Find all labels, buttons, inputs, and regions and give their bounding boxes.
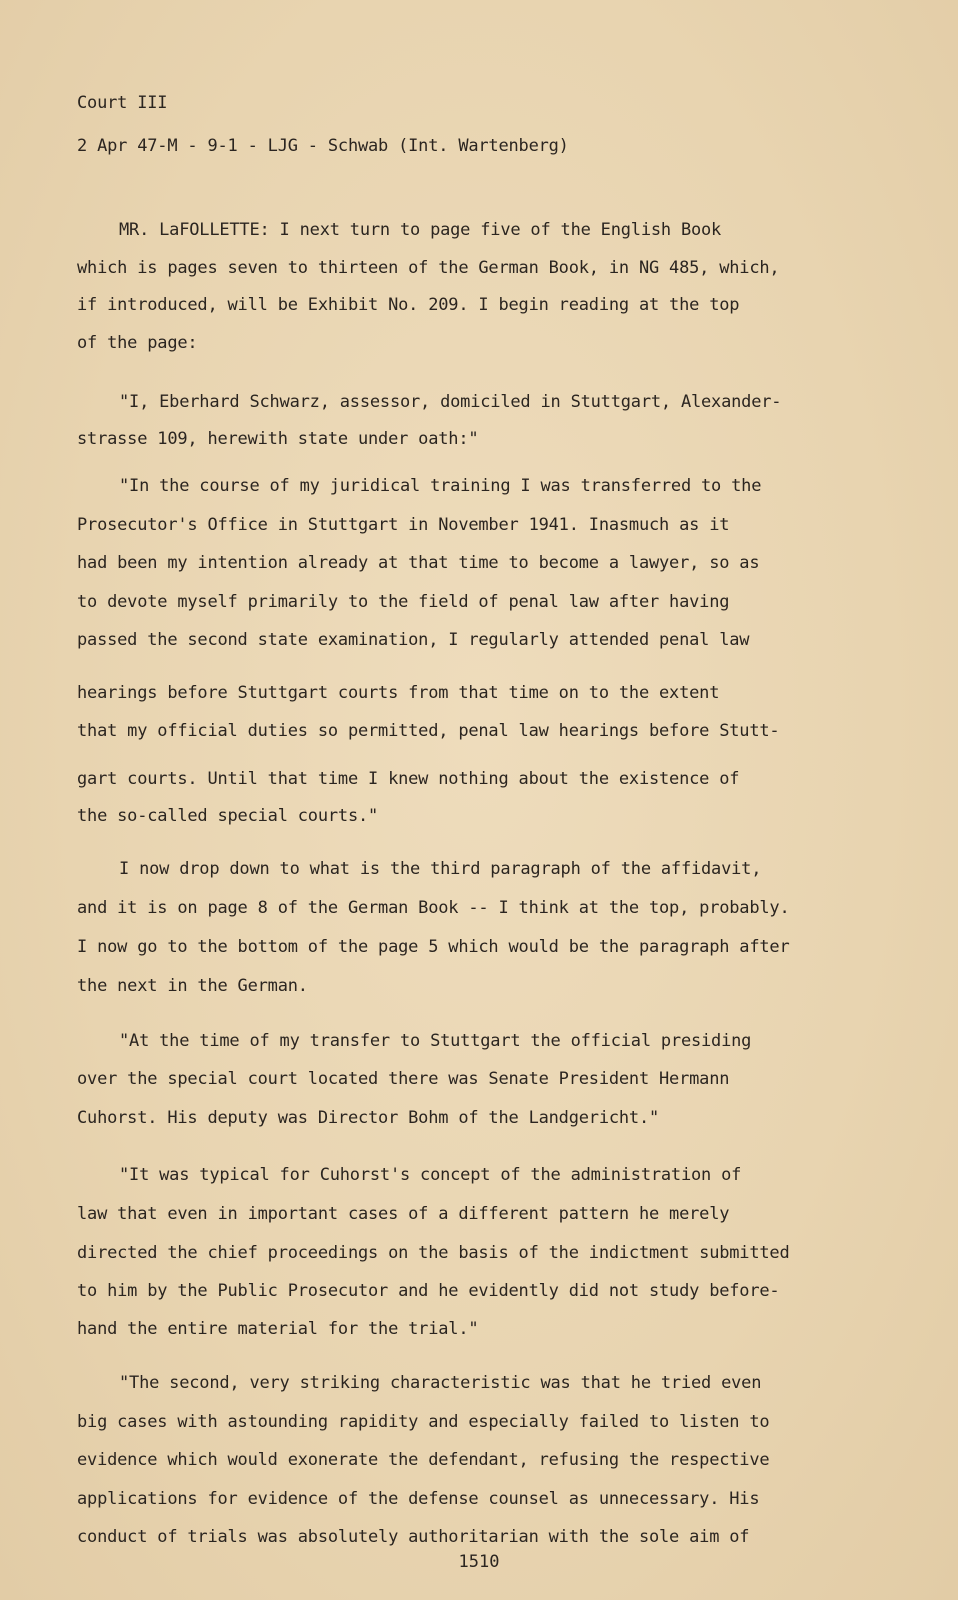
text-line: I now drop down to what is the third paragraph of the affidavit, (119, 859, 762, 879)
text-line: "In the course of my juridical training I was transferred to the (119, 476, 762, 496)
text-line: MR. LaFOLLETTE: I next turn to page five of the English Book (119, 220, 722, 240)
text-line: over the special court located there was Senate President Hermann (77, 1069, 730, 1089)
text-line: if introduced, will be Exhibit No. 209. I begin reading at the top (77, 295, 740, 315)
text-line: Prosecutor's Office in Stuttgart in November 1941. Inasmuch as it (77, 515, 730, 535)
text-line: gart courts. Until that time I knew nothing about the existence of (77, 769, 740, 789)
text-line: of the page: (77, 333, 198, 353)
text-line: law that even in important cases of a different pattern he merely (77, 1204, 730, 1224)
text-line: had been my intention already at that time to become a lawyer, so as (77, 553, 760, 573)
text-line: directed the chief proceedings on the basis of the indictment submitted (77, 1243, 790, 1263)
text-line: Cuhorst. His deputy was Director Bohm of the Landgericht." (77, 1108, 660, 1128)
text-line: "At the time of my transfer to Stuttgart the official presiding (119, 1031, 752, 1051)
text-line: "The second, very striking characteristic was that he tried even (119, 1373, 762, 1393)
text-line: the so-called special courts." (77, 806, 379, 826)
text-line: and it is on page 8 of the German Book -- I think at the top, probably. (77, 898, 790, 918)
session-heading: 2 Apr 47-M - 9-1 - LJG - Schwab (Int. Wartenberg) (77, 136, 569, 156)
text-line: evidence which would exonerate the defendant, refusing the respective (77, 1450, 770, 1470)
text-line: passed the second state examination, I regularly attended penal law (77, 630, 750, 650)
text-line: that my official duties so permitted, penal law hearings before Stutt- (77, 721, 780, 741)
text-line: I now go to the bottom of the page 5 which would be the paragraph after (77, 937, 790, 957)
text-line: to devote myself primarily to the field of penal law after having (77, 592, 730, 612)
text-line: the next in the German. (77, 976, 308, 996)
text-line: applications for evidence of the defense counsel as unnecessary. His (77, 1489, 760, 1509)
text-line: big cases with astounding rapidity and especially failed to listen to (77, 1412, 770, 1432)
text-line: "I, Eberhard Schwarz, assessor, domiciled in Stuttgart, Alexander- (119, 392, 782, 412)
text-line: which is pages seven to thirteen of the German Book, in NG 485, which, (77, 258, 780, 278)
page-number: 1510 (458, 1552, 500, 1572)
court-heading: Court III (77, 93, 168, 113)
text-line: hand the entire material for the trial." (77, 1319, 479, 1339)
text-line: hearings before Stuttgart courts from that time on to the extent (77, 683, 720, 703)
text-line: strasse 109, herewith state under oath:" (77, 429, 479, 449)
text-line: to him by the Public Prosecutor and he evidently did not study before- (77, 1281, 780, 1301)
text-line: conduct of trials was absolutely authoritarian with the sole aim of (77, 1527, 750, 1547)
text-line: "It was typical for Cuhorst's concept of the administration of (119, 1165, 742, 1185)
